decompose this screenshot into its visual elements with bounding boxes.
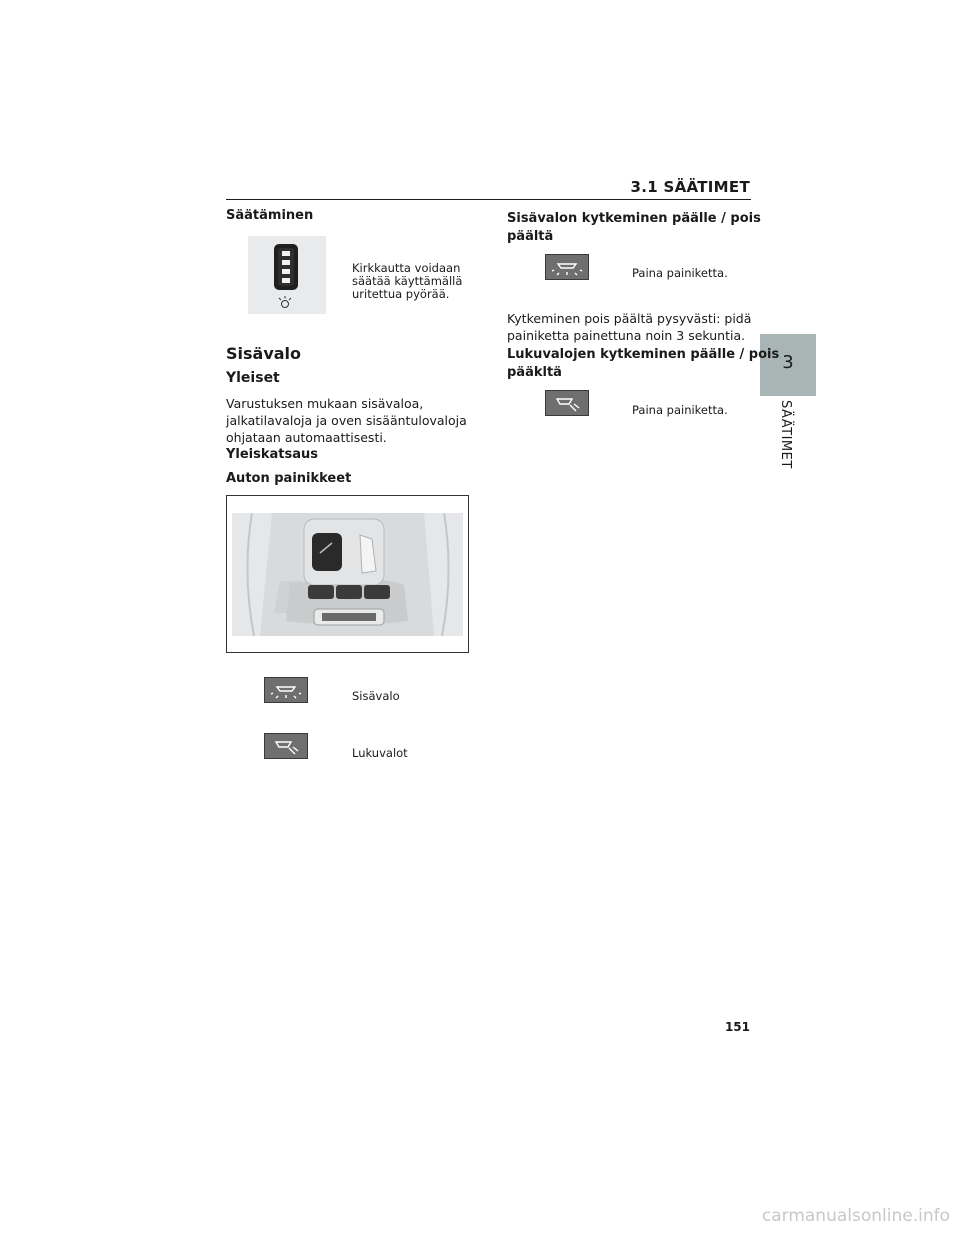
overview-heading: Yleiskatsaus xyxy=(226,447,319,462)
adjust-heading: Säätäminen xyxy=(226,208,314,223)
interior-light-button xyxy=(545,254,589,280)
permanent-line: painiketta painettuna noin 3 sekuntia. xyxy=(507,328,746,343)
reading-light-button xyxy=(545,390,589,416)
adjust-caption-line: uritettua pyörää. xyxy=(352,287,450,301)
adjust-caption-line: Kirkkautta voidaan xyxy=(352,261,461,275)
switch-heading-line: päältä xyxy=(507,229,554,244)
chapter-label-container xyxy=(778,400,798,490)
general-heading: Yleiset xyxy=(226,370,280,386)
adjust-caption-line: säätää käyttämällä xyxy=(352,274,463,288)
general-line: jalkatilavaloja ja oven sisääntulovaloja xyxy=(226,413,467,428)
interior-light-icon xyxy=(265,678,307,702)
general-paragraph xyxy=(226,395,476,446)
reading-light-icon xyxy=(546,391,588,415)
overhead-console-image xyxy=(232,513,463,636)
watermark: carmanualsonline.info xyxy=(761,1206,950,1226)
permanent-line: Kytkeminen pois päältä pysyvästi: pidä xyxy=(507,311,752,326)
reading-caption: Paina painiketta. xyxy=(632,403,728,417)
switch-caption: Paina painiketta. xyxy=(632,266,728,280)
page-number: 151 xyxy=(724,1020,750,1034)
interior-light-icon xyxy=(546,255,588,279)
section-title: Sisävalo xyxy=(226,344,302,363)
chapter-label: SÄÄTIMET xyxy=(778,400,793,469)
permanent-paragraph xyxy=(507,310,757,344)
adjust-caption xyxy=(352,262,467,301)
interior-light-button xyxy=(264,677,308,703)
overhead-console-illustration xyxy=(232,513,463,636)
switch-heading-line: Sisävalon kytkeminen päälle / pois xyxy=(507,211,761,226)
reading-heading xyxy=(507,346,779,382)
legend-label-interior: Sisävalo xyxy=(352,689,400,703)
chapter-number: 3 xyxy=(782,352,794,373)
general-line: ohjataan automaattisesti. xyxy=(226,430,387,445)
reading-heading-line: Lukuvalojen kytkeminen päälle / pois xyxy=(507,347,780,362)
legend-label-reading: Lukuvalot xyxy=(352,746,408,760)
thumbwheel-image xyxy=(248,236,326,314)
reading-light-icon xyxy=(265,734,307,758)
header-rule xyxy=(226,199,751,200)
reading-light-button xyxy=(264,733,308,759)
general-line: Varustuksen mukaan sisävaloa, xyxy=(226,396,424,411)
reading-heading-line: pääkltä xyxy=(507,365,562,380)
buttons-heading: Auton painikkeet xyxy=(226,471,352,486)
thumbwheel-icon xyxy=(248,236,326,314)
switch-heading xyxy=(507,210,761,246)
section-header-title: 3.1 SÄÄTIMET xyxy=(630,178,750,196)
